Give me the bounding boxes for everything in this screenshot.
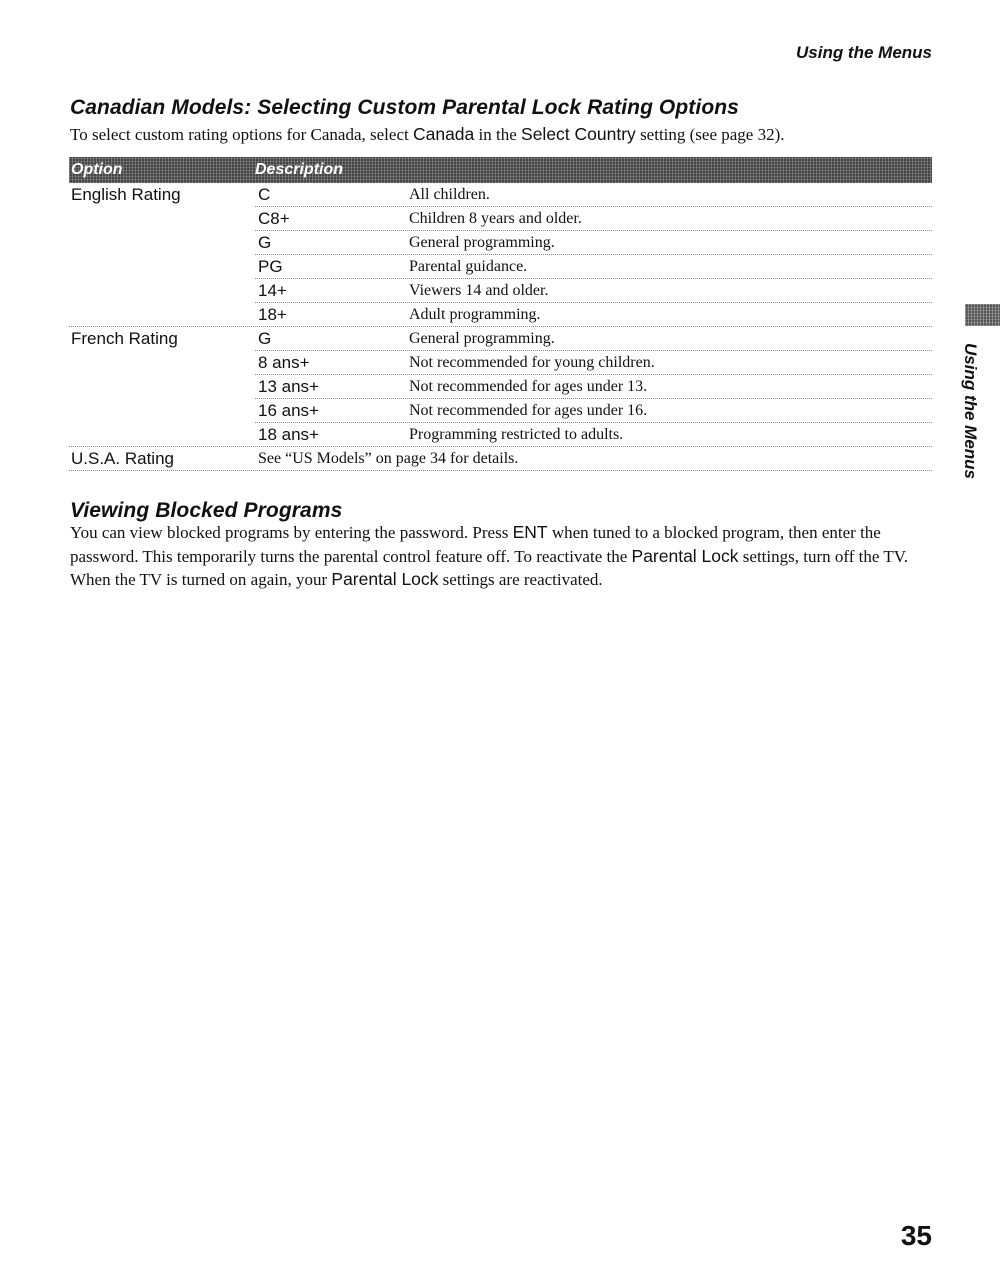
rating-description: Not recommended for ages under 16. [409, 401, 648, 419]
intro-text-3: setting (see page 32). [635, 125, 785, 144]
table-row [69, 279, 932, 303]
table-row [69, 447, 932, 471]
para-keyword-parental-lock: Parental Lock [631, 545, 739, 566]
rating-code: G [258, 328, 272, 348]
table-row [69, 327, 932, 351]
rating-options-table [69, 157, 932, 471]
rating-code: 13 ans+ [258, 376, 319, 396]
intro-keyword-canada: Canada [412, 124, 475, 144]
table-row [69, 255, 932, 279]
para-text-4: settings are reactivated. [438, 570, 603, 589]
para-text-3: settings, turn off the TV. When the TV is turned on again, your [70, 546, 909, 589]
option-usa-rating: U.S.A. Rating [71, 448, 174, 468]
rating-code: 18 ans+ [258, 424, 319, 444]
table-row [69, 351, 932, 375]
table-row [69, 231, 932, 255]
rating-code: 16 ans+ [258, 400, 319, 420]
rating-code: C [258, 184, 271, 204]
rating-description: General programming. [409, 329, 555, 347]
rating-code: G [258, 232, 272, 252]
table-row [69, 207, 932, 231]
rating-description: Parental guidance. [409, 257, 528, 275]
section-title-canadian: Canadian Models: Selecting Custom Parental Lock Rating Options [70, 96, 739, 119]
table-row [69, 399, 932, 423]
page-number: 35 [900, 1220, 932, 1251]
rating-description: Programming restricted to adults. [409, 425, 624, 443]
intro-keyword-select-country: Select Country [521, 124, 636, 144]
header-description: Description [255, 161, 344, 178]
rating-description: General programming. [409, 233, 555, 251]
intro-paragraph [70, 124, 785, 145]
table-header-row [69, 157, 932, 183]
table-row [69, 183, 932, 207]
rating-description: Children 8 years and older. [409, 209, 582, 227]
para-keyword-ent: ENT [512, 522, 548, 542]
side-tab-marker [965, 304, 1000, 326]
rating-description: Adult programming. [409, 305, 541, 323]
rating-code: PG [258, 256, 283, 276]
para-text-2: when tuned to a blocked program, then enter the password. This temporarily turns the parental control feature off. To reactivate the [70, 523, 881, 566]
table-row [69, 303, 932, 327]
table-row [69, 375, 932, 399]
rating-description: See “US Models” on page 34 for details. [258, 449, 519, 467]
para-text-1: You can view blocked programs by entering the password. Press [70, 523, 513, 542]
rating-code: 18+ [258, 304, 287, 324]
rating-description: Not recommended for young children. [409, 353, 655, 371]
viewing-blocked-paragraph [70, 521, 936, 592]
intro-text-1: To select custom rating options for Canada, select [70, 125, 413, 144]
rating-code: 14+ [258, 280, 287, 300]
rating-code: C8+ [258, 208, 290, 228]
header-option: Option [71, 161, 123, 178]
rating-description: Viewers 14 and older. [409, 281, 549, 299]
table-row [69, 423, 932, 447]
rating-description: Not recommended for ages under 13. [409, 377, 648, 395]
option-english-rating: English Rating [71, 185, 181, 204]
rating-description: All children. [409, 185, 490, 203]
side-tab-label: Using the Menus [961, 343, 980, 480]
running-head: Using the Menus [795, 43, 932, 62]
para-keyword-parental-lock-2: Parental Lock [331, 569, 439, 589]
intro-text-2: in the [474, 125, 522, 144]
option-french-rating: French Rating [71, 329, 178, 348]
rating-code: 8 ans+ [258, 352, 310, 372]
section-title-viewing-blocked: Viewing Blocked Programs [70, 499, 343, 522]
